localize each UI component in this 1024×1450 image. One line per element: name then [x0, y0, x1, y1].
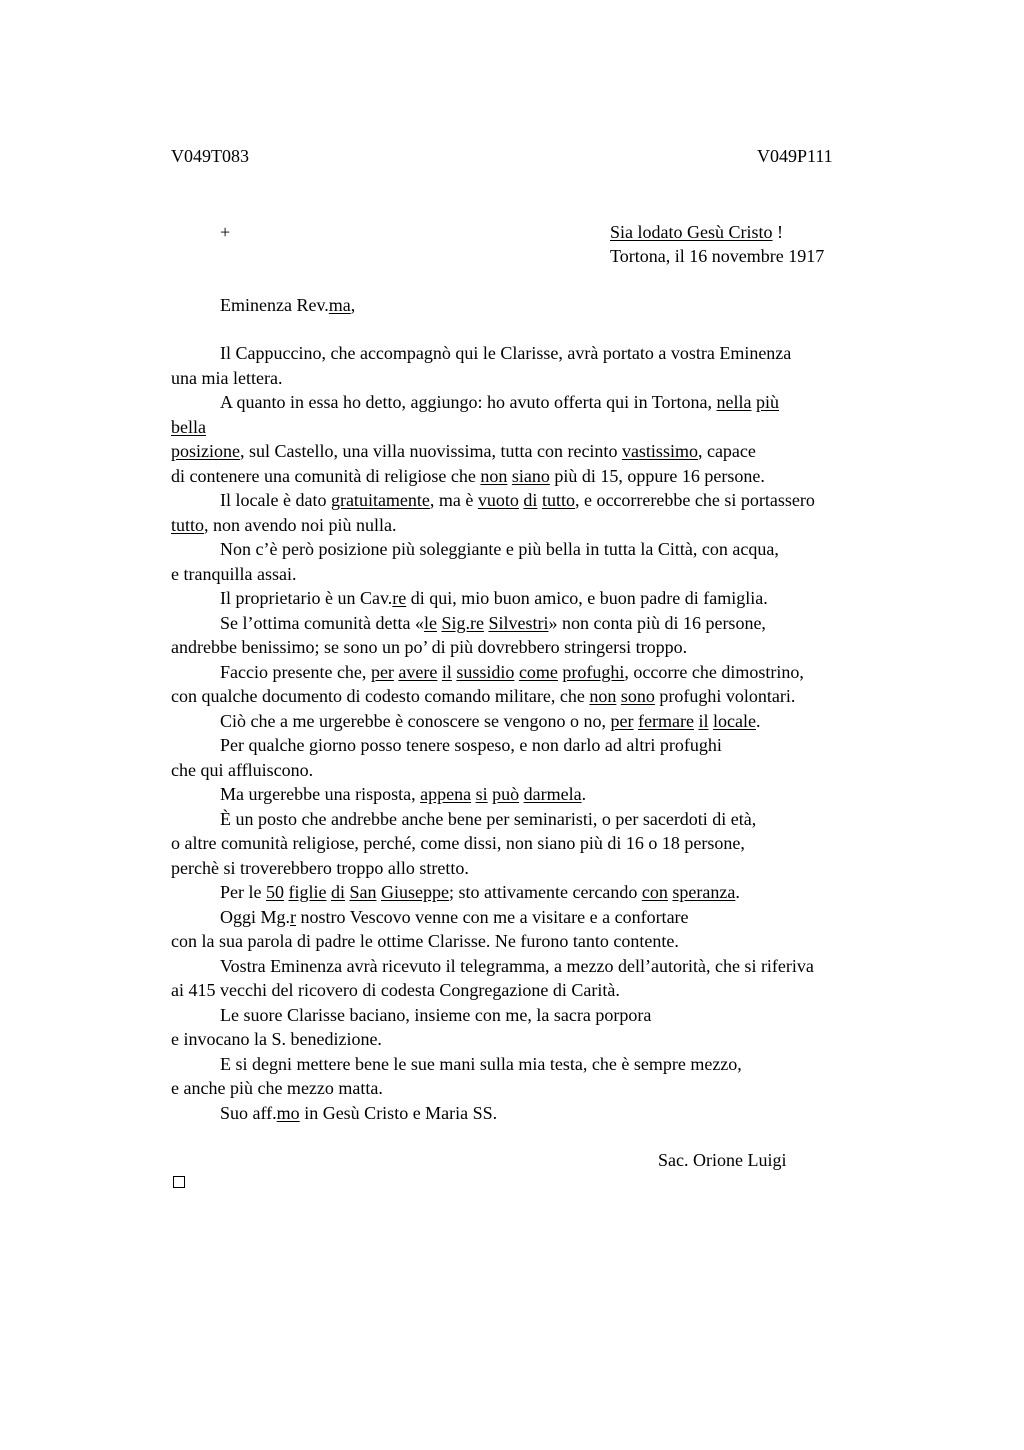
invocation-line [610, 220, 783, 244]
text-segment: ; sto attivamente cercando [448, 882, 642, 902]
body-line [171, 562, 296, 586]
text-segment: , e occorrerebbe che si portassero [574, 490, 815, 510]
body-line [171, 439, 756, 463]
text-segment: , occorre che dimostrino, [624, 661, 804, 682]
underlined-text: per [370, 661, 394, 682]
text-segment: o altre comunità religiose, perché, come dissi, non siano più di 16 o 18 persone, [171, 833, 745, 853]
body-line [171, 929, 679, 953]
body-line [220, 1101, 497, 1125]
text-segment: Vostra Eminenza avrà ricevuto il telegramma, a mezzo dell’autorità, che si riferiva [220, 955, 814, 976]
body-line [220, 782, 586, 806]
text-segment: » non conta più di 16 persone, [548, 612, 766, 633]
body-line [220, 905, 689, 929]
underlined-text: come [518, 661, 558, 682]
text-segment: Ciò che a me urgerebbe è conoscere se vengono o no, [220, 710, 611, 731]
body-line [220, 488, 815, 512]
underlined-text: Sig.re [441, 612, 484, 633]
text-segment: Il locale è dato [220, 490, 331, 510]
text-segment: . [755, 710, 761, 731]
body-line [171, 1076, 383, 1100]
text-segment: nostro Vescovo venne con me a visitare e a confortare [296, 906, 689, 927]
underlined-text: San [349, 882, 377, 902]
text-segment: Faccio presente che, [220, 661, 371, 682]
body-line [171, 635, 687, 659]
body-line [171, 831, 745, 855]
text-segment: con la sua parola di padre le ottime Clarisse. Ne furono tanto contente. [171, 931, 679, 951]
text-segment: una mia lettera. [171, 367, 283, 388]
text-segment: con qualche documento di codesto comando militare, che [171, 686, 590, 706]
underlined-text: Silvestri [488, 612, 549, 633]
underlined-text: più [755, 392, 779, 412]
text-segment: perchè si troverebbero troppo allo stretto. [171, 857, 469, 878]
underlined-text: vastissimo [621, 441, 698, 461]
body-line [220, 390, 779, 414]
body-line [220, 954, 814, 978]
underlined-text: appena [420, 784, 472, 804]
underlined-text: tutto [541, 490, 575, 510]
body-line [220, 880, 740, 904]
underlined-text: le [423, 612, 437, 633]
text-segment: Per le [220, 882, 266, 902]
text-segment: , non avendo noi più nulla. [204, 514, 397, 535]
body-line [171, 415, 206, 439]
underlined-text: tutto [171, 514, 205, 535]
body-line [220, 807, 756, 831]
body-line [220, 537, 779, 561]
underlined-text: per [610, 710, 634, 731]
body-line [171, 684, 795, 708]
underlined-text: il [698, 710, 709, 731]
underlined-text: gratuitamente [330, 490, 430, 510]
text-segment: più di 15, oppure 16 persone. [549, 465, 765, 486]
underlined-text: avere [398, 661, 438, 682]
underlined-text: profughi [562, 661, 625, 682]
cross-symbol: + [220, 222, 231, 242]
text-segment: di contenere una comunità di religiose che [171, 465, 481, 486]
invocation-phrase: Sia lodato Gesù Cristo [610, 222, 773, 242]
underlined-text: bella [171, 416, 206, 437]
body-line [171, 464, 765, 488]
text-segment: Le suore Clarisse baciano, insieme con me, la sacra porpora [220, 1004, 652, 1025]
text-segment: Il Cappuccino, che accompagnò qui le Clarisse, avrà portato a vostra Eminenza [220, 343, 792, 363]
text-segment: che qui affluiscono. [171, 759, 314, 780]
dateline: Tortona, il 16 novembre 1917 [610, 246, 825, 266]
body-line [220, 586, 768, 610]
underlined-text: fermare [638, 710, 694, 731]
body-line [220, 709, 760, 733]
text-segment: Non c’è però posizione più soleggiante e più bella in tutta la Città, con acqua, [220, 539, 779, 559]
document-code-left: V049T083 [171, 146, 249, 166]
text-segment: , ma è [429, 490, 478, 510]
text-segment: . [581, 784, 587, 804]
text-segment: ai 415 vecchi del ricovero di codesta Congregazione di Carità. [171, 980, 620, 1000]
underlined-text: nella [716, 392, 752, 412]
body-line [171, 856, 469, 880]
text-segment: e anche più che mezzo matta. [171, 1078, 383, 1098]
underlined-text: posizione [171, 441, 240, 461]
body-line [220, 611, 766, 635]
text-segment: Oggi Mg. [220, 906, 291, 927]
underlined-text: non [480, 465, 508, 486]
text-segment: E si degni mettere bene le sue mani sulla mia testa, che è sempre mezzo, [220, 1053, 742, 1074]
underlined-text: sussidio [456, 661, 515, 682]
text-segment: in Gesù Cristo e Maria SS. [299, 1102, 498, 1123]
underlined-text: speranza [672, 882, 736, 902]
text-segment: Ma urgerebbe una risposta, [220, 784, 421, 804]
underlined-text: darmela [523, 784, 582, 804]
text-segment: Per qualche giorno posso tenere sospeso, e non darlo ad altri profughi [220, 735, 722, 755]
body-line [220, 1052, 742, 1076]
text-segment: profughi volontari. [654, 686, 796, 706]
body-line [220, 1003, 651, 1027]
salutation: Eminenza Rev.ma, [220, 295, 356, 315]
body-line [171, 513, 397, 537]
underlined-text: 50 [265, 882, 284, 902]
signature: Sac. Orione Luigi [658, 1150, 787, 1170]
underlined-text: di [330, 882, 345, 902]
text-segment: . [735, 882, 740, 902]
text-segment: È un posto che andrebbe anche bene per seminaristi, o per sacerdoti di età, [220, 808, 757, 829]
underlined-text: si [475, 784, 488, 804]
underlined-text: può [492, 784, 520, 804]
underlined-text: r [290, 906, 297, 927]
text-segment: e invocano la S. benedizione. [171, 1029, 382, 1049]
body-line [171, 1027, 382, 1051]
underlined-text: sono [620, 686, 655, 706]
underlined-text: il [441, 661, 452, 682]
checkbox-square-icon [173, 1176, 185, 1188]
body-line [220, 341, 791, 365]
text-segment: Se l’ottima comunità detta « [220, 612, 424, 633]
text-segment: andrebbe benissimo; se sono un po’ di più dovrebbero stringersi troppo. [171, 637, 688, 657]
underlined-text: siano [511, 465, 550, 486]
body-line [220, 733, 722, 757]
text-segment: Suo aff. [220, 1102, 277, 1123]
text-segment: , capace [697, 441, 756, 461]
underlined-text: locale [712, 710, 756, 731]
document-code-right: V049P111 [757, 146, 833, 166]
underlined-text: non [589, 686, 617, 706]
body-line [171, 366, 282, 390]
underlined-text: Giuseppe [381, 882, 449, 902]
underlined-text: con [641, 882, 668, 902]
text-segment: A quanto in essa ho detto, aggiungo: ho avuto offerta qui in Tortona, [220, 392, 717, 412]
text-segment: di qui, mio buon amico, e buon padre di famiglia. [406, 588, 768, 608]
text-segment: , sul Castello, una villa nuovissima, tutta con recinto [240, 441, 622, 461]
underlined-text: figlie [288, 882, 327, 902]
underlined-text: mo [276, 1102, 300, 1123]
body-line [171, 758, 313, 782]
underlined-text: di [523, 490, 538, 510]
invocation-exclaim: ! [772, 222, 783, 242]
text-segment: Il proprietario è un Cav. [220, 588, 393, 608]
body-line [171, 978, 620, 1002]
underlined-text: vuoto [477, 490, 519, 510]
body-line [220, 660, 804, 684]
underlined-text: re [392, 588, 407, 608]
text-segment: e tranquilla assai. [171, 563, 297, 584]
